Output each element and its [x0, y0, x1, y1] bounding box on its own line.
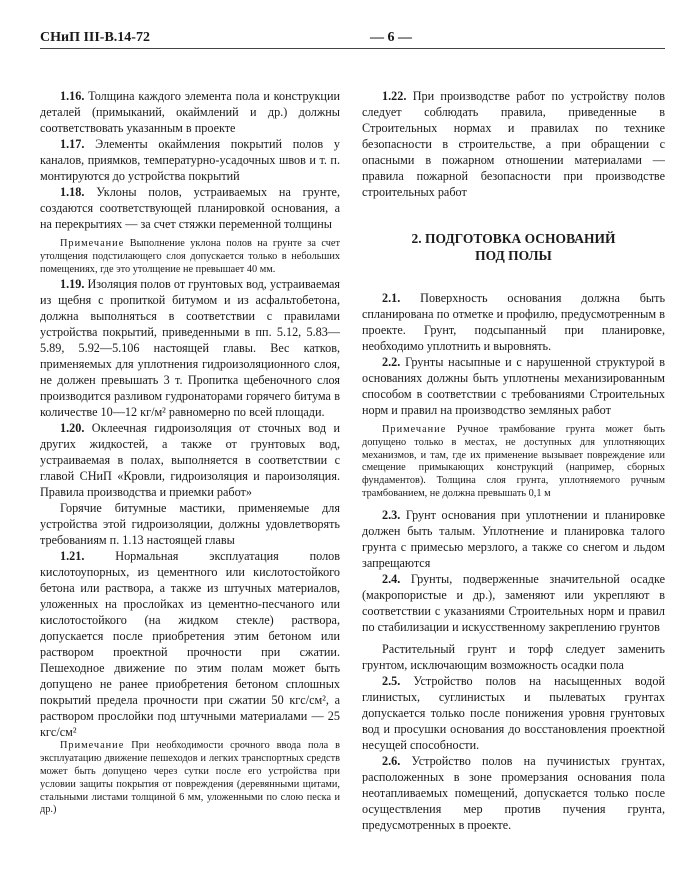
note-1-18: Примечание Выполнение уклона полов на грунте за счет утолщения подстилающего слоя допускается только в небольших помещениях, где это утолщение не превышает 40 мм. [40, 238, 340, 275]
clause-2-1: 2.1. Поверхность основания должна быть спланирована по отметке и профилю, предусмотренным в проекте. Грунт, подсыпанный при планировке, необходимо уплотнить и выровнять. [362, 291, 666, 353]
section-title-line2: ПОД ПОЛЫ [475, 248, 552, 263]
clause-1-18: 1.18. Уклоны полов, устраиваемых на грунте, создаются соответствующей планировкой основания, а на перекрытиях — за счет стяжки переменной толщины [40, 185, 341, 231]
clause-2-5: 2.5. Устройство полов на насыщенных водой глинистых, суглинистых и пылеватых грунтах допускается только после понижения уровня грунтовых вод и просушки основания до восстановления проектной несущей способности. [362, 673, 665, 752]
clause-2-4: 2.4. Грунты, подверженные значительной осадке (макропористые и др.), заменяют или укрепляют в соответствии с указаниями Строительных норм и правил по стабилизации и искусственному закреплению грунтов [362, 571, 665, 634]
left-column [40, 88, 340, 817]
note-2-2: Примечание Ручное трамбование грунта может быть допущено только в местах, не доступных для уплотняющих механизмов, и там, где их применение вызывает повреждение или смещение примыкающих конструкций (например, сборных фундаментов). Толщина слоя грунта, уплотняемого ручным трамбованием, не должна превышать 0,1 м [362, 424, 665, 499]
clause-1-19: 1.19. Изоляция полов от грунтовых вод, устраиваемая из щебня с пропиткой битумом и из асфальтобетона, должна выполняться в соответствии с правилами устройства покрытий, приведенными в пп. 5.12, 5.83—5.89, 5.92—5.106 настоящей главы. Вес катков, применяемых для уплотнения гидроизоляционного слоя, не должен превышать 3 т. Пропитка щебеночного слоя производится разливом гудронаторами горячего битума в количестве 10—12 кг/м² равномерно по всей площади. [40, 277, 341, 420]
clause-2-2: 2.2. Грунты насыпные и с нарушенной структурой в основаниях должны быть уплотнены механизированным способом в соответствии с требованиями Строительных норм и правил на производство земляных работ [362, 355, 665, 417]
page-header [40, 30, 665, 52]
section-title-line1: 2. ПОДГОТОВКА ОСНОВАНИЙ [411, 231, 616, 246]
header-rule [40, 48, 665, 49]
clause-1-20-cont: Горячие битумные мастики, применяемые для устройства этой гидроизоляции, должны удовлетворять требованиям п. 1.13 настоящей главы [40, 501, 340, 548]
clause-1-21: 1.21. Нормальная эксплуатация полов кислотоупорных, из цементного или кислотостойкого бетона или раствора, а также из штучных материалов, уложенных на прослойках из цементно-песчаного или кислотостойкого (на жидком стекле) раствора, допускается после приобретения этим бетоном или раствором проектной прочности при сжатии. Пешеходное движение по этим полам может быть допущено не ранее приобретения бетоном сплошных покрытий предела прочности при сжатии 50 кгс/см², а раствором прослойки под штучными материалами — 25 кгс/см² [40, 549, 341, 740]
clause-1-20: 1.20. Оклеечная гидроизоляция от сточных вод и других жидкостей, а также от грунтовых вод, устраиваемая в полах, выполняется в соответствии с главой СНиП «Кровли, гидроизоляция и пароизоляция. Правила производства и приемки работ» [40, 421, 340, 500]
clause-2-4-cont: Растительный грунт и торф следует заменить грунтом, исключающим возможность осадки пола [362, 641, 665, 672]
section-heading [362, 230, 665, 264]
document-code: СНиП III-В.14-72 [40, 30, 150, 45]
clause-1-17: 1.17. Элементы окаймления покрытий полов у каналов, приямков, температурно-усадочных швов и т. п. монтируются до устройства покрытий [40, 137, 340, 183]
clause-2-6: 2.6. Устройство полов на пучинистых грунтах, расположенных в зоне промерзания основания пола неотапливаемых помещений, допускается только после осуществления мер против пучения грунта, предусмотренных в проекте. [362, 753, 665, 832]
page-number: — 6 — [370, 30, 412, 45]
clause-1-22: 1.22. При производстве работ по устройству полов следует соблюдать правила, приведенные в Строительных нормах и правилах по технике безопасности в строительстве, а при обращении с опасными в пожарном отношении материалами — правила пожарной безопасности при производстве строительных работ [362, 89, 666, 199]
clause-2-3: 2.3. Грунт основания при уплотнении и планировке должен быть талым. Уплотнение и планировка талого грунта с примесью мерзлого, а также со снегом и льдом запрещаются [362, 507, 666, 570]
clause-1-16: 1.16. Толщина каждого элемента пола и конструкции деталей (примыканий, окаймлений и др.) должны соответствовать указанным в проекте [40, 89, 340, 135]
note-1-21: Примечание При необходимости срочного ввода пола в эксплуатацию движение пешеходов и легких транспортных средств может быть допущено через сутки после его устройства при условии защиты покрытия от повреждения (деревянными щитами, стальными листами толщиной 6 мм, уложенными по слою песка и др.) [40, 740, 340, 816]
right-column [362, 88, 665, 833]
